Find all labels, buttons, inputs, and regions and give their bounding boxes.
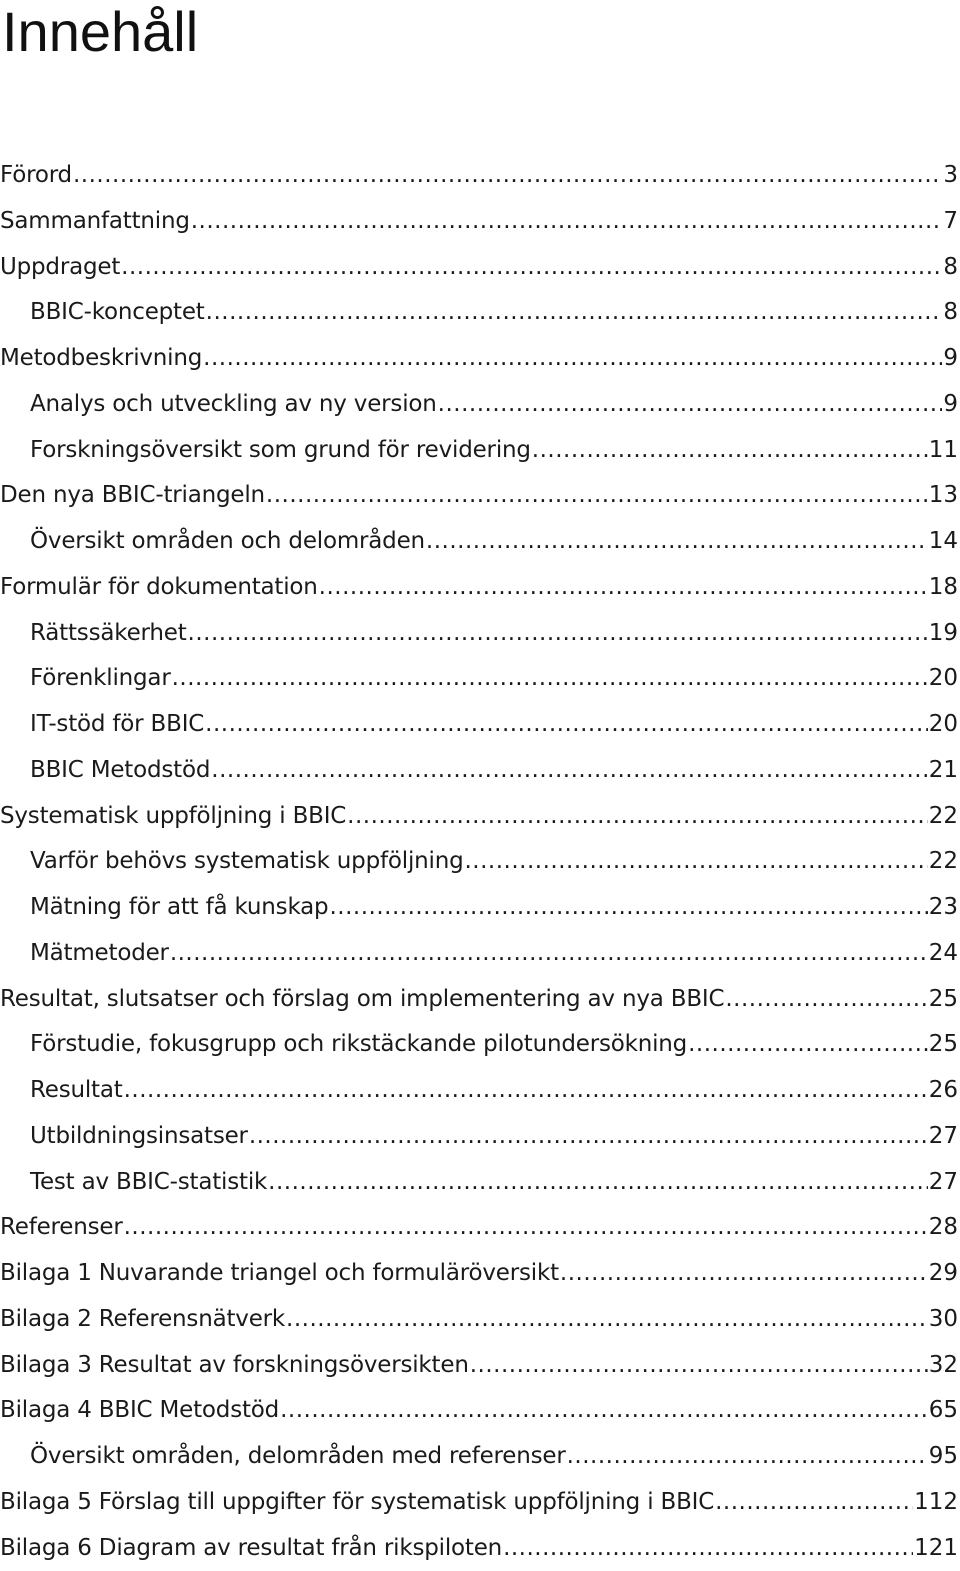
toc-entry-page-number: 20 bbox=[929, 656, 958, 701]
dot-leader bbox=[319, 565, 928, 610]
toc-entry-label: Formulär för dokumentation bbox=[0, 565, 318, 610]
toc-entry-page-number: 3 bbox=[943, 153, 958, 198]
toc-entry-label: Resultat bbox=[30, 1068, 123, 1113]
toc-entry-label: BBIC Metodstöd bbox=[30, 748, 210, 793]
toc-entry[interactable] bbox=[0, 290, 960, 336]
toc-entry-page-number: 22 bbox=[929, 839, 958, 884]
toc-entry[interactable] bbox=[0, 199, 960, 245]
toc-entry-label: Varför behövs systematisk uppföljning bbox=[30, 839, 463, 884]
toc-entry-page-number: 14 bbox=[929, 519, 958, 564]
dot-leader bbox=[688, 1022, 928, 1067]
toc-entry-page-number: 112 bbox=[914, 1480, 958, 1525]
toc-entry[interactable] bbox=[0, 565, 960, 611]
dot-leader bbox=[725, 977, 927, 1022]
toc-entry-page-number: 8 bbox=[943, 290, 958, 335]
toc-entry-page-number: 95 bbox=[929, 1434, 958, 1479]
toc-entry[interactable] bbox=[0, 1068, 960, 1114]
toc-entry-page-number: 11 bbox=[929, 428, 958, 473]
dot-leader bbox=[470, 1343, 928, 1388]
dot-leader bbox=[280, 1388, 928, 1433]
dot-leader bbox=[191, 199, 943, 244]
toc-entry-label: Förord bbox=[0, 153, 72, 198]
toc-entry-page-number: 65 bbox=[929, 1388, 958, 1433]
toc-entry[interactable] bbox=[0, 1480, 960, 1526]
toc-entry[interactable] bbox=[0, 336, 960, 382]
toc-entry-label: Systematisk uppföljning i BBIC bbox=[0, 794, 346, 839]
toc-entry-label: Förstudie, fokusgrupp och rikstäckande pilotundersökning bbox=[30, 1022, 687, 1067]
dot-leader bbox=[286, 1297, 928, 1342]
toc-entry[interactable] bbox=[0, 1114, 960, 1160]
toc-entry-label: Mätmetoder bbox=[30, 931, 169, 976]
toc-entry-label: Förenklingar bbox=[30, 656, 171, 701]
toc-entry-label: Bilaga 6 Diagram av resultat från rikspiloten bbox=[0, 1526, 502, 1571]
table-of-contents bbox=[0, 153, 960, 1571]
dot-leader bbox=[73, 153, 942, 198]
toc-entry-page-number: 25 bbox=[929, 977, 958, 1022]
toc-entry-page-number: 19 bbox=[929, 611, 958, 656]
toc-entry[interactable] bbox=[0, 794, 960, 840]
dot-leader bbox=[266, 473, 928, 518]
toc-entry-page-number: 23 bbox=[929, 885, 958, 930]
toc-entry[interactable] bbox=[0, 748, 960, 794]
dot-leader bbox=[426, 519, 928, 564]
toc-entry[interactable] bbox=[0, 839, 960, 885]
dot-leader bbox=[567, 1434, 928, 1479]
toc-entry-page-number: 28 bbox=[929, 1205, 958, 1250]
toc-entry-page-number: 21 bbox=[929, 748, 958, 793]
dot-leader bbox=[203, 336, 942, 381]
toc-entry[interactable] bbox=[0, 1251, 960, 1297]
toc-entry[interactable] bbox=[0, 1297, 960, 1343]
toc-entry-page-number: 25 bbox=[929, 1022, 958, 1067]
toc-entry-label: Test av BBIC-statistik bbox=[30, 1160, 267, 1205]
toc-entry-label: Mätning för att få kunskap bbox=[30, 885, 328, 930]
toc-entry[interactable] bbox=[0, 656, 960, 702]
dot-leader bbox=[560, 1251, 928, 1296]
dot-leader bbox=[205, 702, 928, 747]
dot-leader bbox=[121, 245, 942, 290]
toc-entry-page-number: 26 bbox=[929, 1068, 958, 1113]
toc-entry-label: Uppdraget bbox=[0, 245, 120, 290]
dot-leader bbox=[172, 656, 928, 701]
dot-leader bbox=[347, 794, 928, 839]
toc-entry[interactable] bbox=[0, 1022, 960, 1068]
dot-leader bbox=[206, 290, 943, 335]
toc-entry-label: Bilaga 3 Resultat av forskningsöversikten bbox=[0, 1343, 469, 1388]
dot-leader bbox=[170, 931, 928, 976]
toc-entry-page-number: 22 bbox=[929, 794, 958, 839]
toc-entry-label: Bilaga 2 Referensnätverk bbox=[0, 1297, 285, 1342]
toc-entry[interactable] bbox=[0, 931, 960, 977]
toc-entry-label: Bilaga 1 Nuvarande triangel och formuläröversikt bbox=[0, 1251, 559, 1296]
toc-entry-label: IT-stöd för BBIC bbox=[30, 702, 204, 747]
toc-entry-page-number: 32 bbox=[929, 1343, 958, 1388]
toc-entry-page-number: 20 bbox=[929, 702, 958, 747]
toc-entry-label: Referenser bbox=[0, 1205, 123, 1250]
toc-entry-label: BBIC-konceptet bbox=[30, 290, 205, 335]
dot-leader bbox=[438, 382, 943, 427]
toc-entry-page-number: 13 bbox=[929, 473, 958, 518]
dot-leader bbox=[268, 1160, 928, 1205]
toc-entry-page-number: 9 bbox=[943, 336, 958, 381]
toc-entry[interactable] bbox=[0, 977, 960, 1023]
toc-entry-label: Bilaga 5 Förslag till uppgifter för systematisk uppföljning i BBIC bbox=[0, 1480, 714, 1525]
dot-leader bbox=[249, 1114, 928, 1159]
toc-entry-page-number: 27 bbox=[929, 1114, 958, 1159]
toc-entry[interactable] bbox=[0, 473, 960, 519]
toc-entry-label: Analys och utveckling av ny version bbox=[30, 382, 437, 427]
toc-entry[interactable] bbox=[0, 611, 960, 657]
toc-entry-page-number: 7 bbox=[943, 199, 958, 244]
toc-entry-page-number: 27 bbox=[929, 1160, 958, 1205]
dot-leader bbox=[188, 611, 928, 656]
toc-entry-page-number: 18 bbox=[929, 565, 958, 610]
dot-leader bbox=[211, 748, 927, 793]
toc-entry-page-number: 8 bbox=[943, 245, 958, 290]
toc-entry[interactable] bbox=[0, 1160, 960, 1206]
toc-entry-label: Översikt områden och delområden bbox=[30, 519, 425, 564]
toc-entry[interactable] bbox=[0, 702, 960, 748]
toc-entry-label: Metodbeskrivning bbox=[0, 336, 202, 381]
toc-entry-page-number: 29 bbox=[929, 1251, 958, 1296]
toc-entry[interactable] bbox=[0, 885, 960, 931]
toc-entry[interactable] bbox=[0, 245, 960, 291]
dot-leader bbox=[124, 1068, 928, 1113]
toc-entry[interactable] bbox=[0, 1388, 960, 1434]
toc-entry[interactable] bbox=[0, 1526, 960, 1571]
toc-entry[interactable] bbox=[0, 519, 960, 565]
toc-entry-label: Den nya BBIC-triangeln bbox=[0, 473, 265, 518]
page-title: Innehåll bbox=[2, 0, 198, 64]
toc-entry[interactable] bbox=[0, 1343, 960, 1389]
toc-entry[interactable] bbox=[0, 428, 960, 474]
toc-entry[interactable] bbox=[0, 1205, 960, 1251]
toc-entry-label: Utbildningsinsatser bbox=[30, 1114, 248, 1159]
toc-entry-page-number: 121 bbox=[914, 1526, 958, 1571]
dot-leader bbox=[124, 1205, 928, 1250]
toc-entry-label: Resultat, slutsatser och förslag om implementering av nya BBIC bbox=[0, 977, 724, 1022]
toc-entry[interactable] bbox=[0, 382, 960, 428]
dot-leader bbox=[715, 1480, 913, 1525]
toc-entry-label: Översikt områden, delområden med referenser bbox=[30, 1434, 566, 1479]
toc-entry-page-number: 24 bbox=[929, 931, 958, 976]
toc-entry-label: Sammanfattning bbox=[0, 199, 190, 244]
toc-entry-label: Rättssäkerhet bbox=[30, 611, 187, 656]
dot-leader bbox=[464, 839, 927, 884]
toc-entry-page-number: 9 bbox=[943, 382, 958, 427]
toc-entry-label: Forskningsöversikt som grund för revidering bbox=[30, 428, 531, 473]
dot-leader bbox=[329, 885, 927, 930]
dot-leader bbox=[532, 428, 928, 473]
toc-entry[interactable] bbox=[0, 153, 960, 199]
toc-entry-label: Bilaga 4 BBIC Metodstöd bbox=[0, 1388, 279, 1433]
toc-entry-page-number: 30 bbox=[929, 1297, 958, 1342]
toc-entry[interactable] bbox=[0, 1434, 960, 1480]
